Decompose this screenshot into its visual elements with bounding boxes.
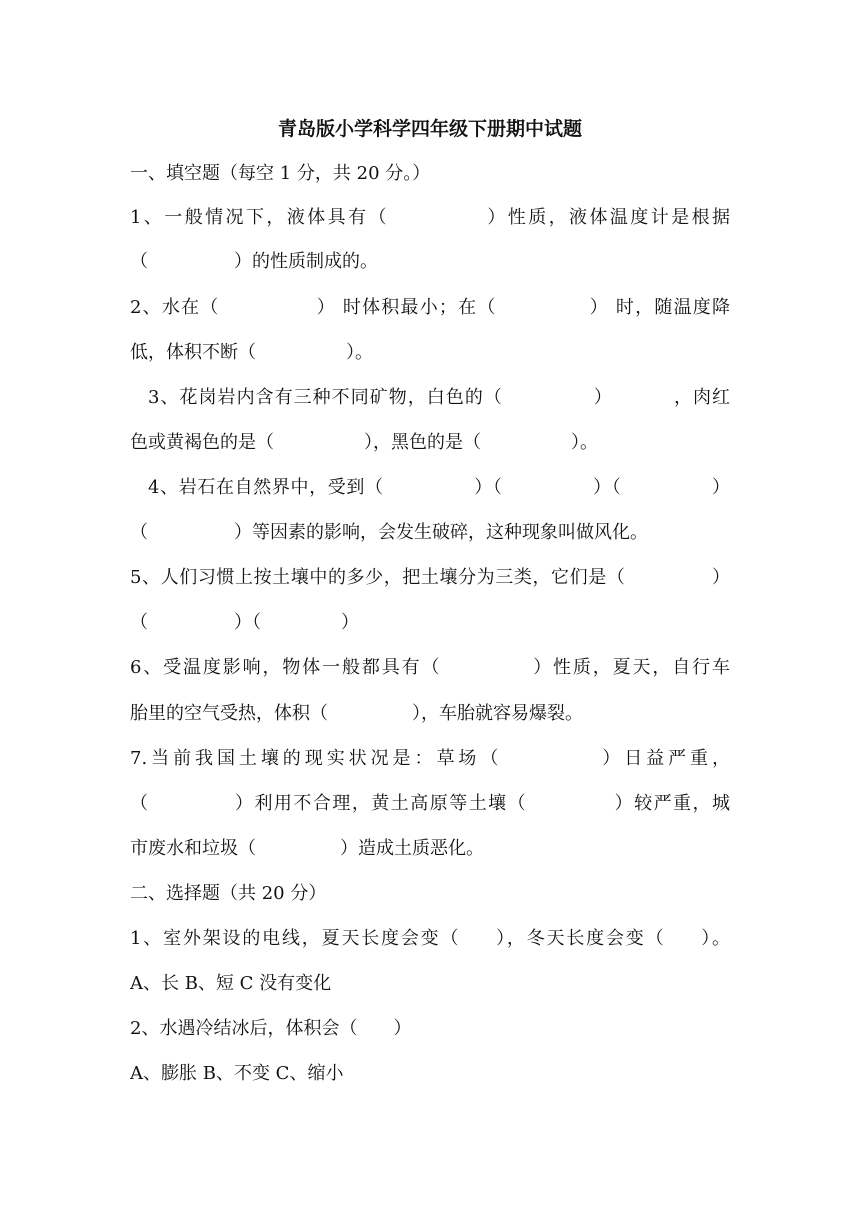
section1-heading: 一、填空题（每空 1 分，共 20 分。） <box>130 163 431 184</box>
fill-question-1-line1: 1、一般情况下，液体具有（ ）性质，液体温度计是根据 <box>130 207 730 228</box>
choice-question-1-options: A、长 B、短 C 没有变化 <box>130 973 332 994</box>
choice-question-2-options: A、膨胀 B、不变 C、缩小 <box>130 1063 344 1084</box>
fill-question-1-line2: （ ）的性质制成的。 <box>130 251 378 272</box>
fill-question-2-line2: 低，体积不断（ ）。 <box>130 342 373 363</box>
fill-question-7-line1: 7.当前我国土壤的现实状况是：草场（ ）日益严重， <box>130 748 730 769</box>
choice-question-2: 2、水遇冷结冰后，体积会（ ） <box>130 1018 412 1039</box>
fill-question-2-line1: 2、水在（ ） 时体积最小；在（ ） 时，随温度降 <box>130 297 730 318</box>
fill-question-5-line2: （ ）（ ） <box>130 612 359 633</box>
fill-question-5-line1: 5、人们习惯上按土壤中的多少，把土壤分为三类，它们是（ ） <box>130 567 730 588</box>
choice-question-1: 1、室外架设的电线，夏天长度会变（ ），冬天长度会变（ ）。 <box>130 928 731 949</box>
page-title: 青岛版小学科学四年级下册期中试题 <box>277 118 582 140</box>
section2-heading: 二、选择题（共 20 分） <box>130 883 327 904</box>
fill-question-3-line1: 3、花岗岩内含有三种不同矿物，白色的（ ） ，肉红 <box>148 387 731 408</box>
fill-question-6-line2: 胎里的空气受热，体积（ ），车胎就容易爆裂。 <box>130 703 583 724</box>
fill-question-6-line1: 6、受温度影响，物体一般都具有（ ）性质，夏天，自行车 <box>130 657 730 678</box>
fill-question-3-line2: 色或黄褐色的是（ ），黑色的是（ ）。 <box>130 432 598 453</box>
fill-question-4-line1: 4、岩石在自然界中，受到（ ）（ ）（ ） <box>148 477 731 498</box>
fill-question-7-line2: （ ）利用不合理，黄土高原等土壤（ ）较严重，城 <box>130 793 731 814</box>
fill-question-4-line2: （ ）等因素的影响，会发生破碎，这种现象叫做风化。 <box>130 522 648 543</box>
fill-question-7-line3: 市废水和垃圾（ ）造成土质恶化。 <box>130 838 484 859</box>
